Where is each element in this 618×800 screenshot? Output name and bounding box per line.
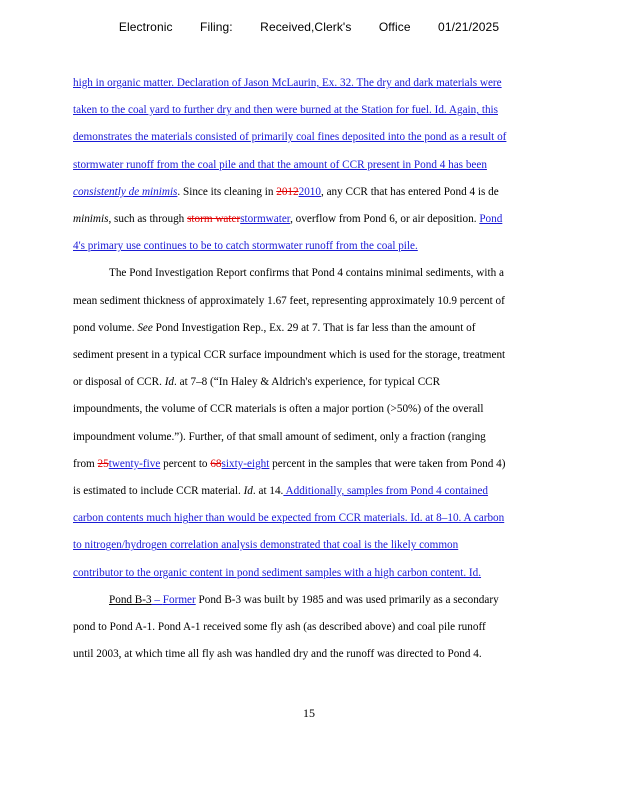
header-date: 01/21/2025 bbox=[438, 20, 500, 34]
inserted-text: twenty-five bbox=[108, 457, 161, 470]
p1-line: high in organic matter. Declaration of Jason McLaurin, Ex. 32. The dry and dark materials were bbox=[73, 77, 502, 89]
paragraph-2 bbox=[73, 260, 543, 586]
inserted-text: consistently de minimis bbox=[73, 185, 178, 198]
p2-line: mean sediment thickness of approximately 1.67 feet, representing approximately 10.9 percent of bbox=[73, 294, 505, 307]
inserted-text: stormwater bbox=[240, 213, 291, 226]
p1-line: taken to the coal yard to further dry and then were burned at the Station for fuel. Id. Again, this bbox=[73, 104, 498, 117]
deleted-text: storm water bbox=[187, 213, 241, 226]
inserted-text: Additionally, samples from Pond 4 contained bbox=[283, 485, 489, 498]
citation-signal: Id bbox=[164, 376, 175, 389]
p2-line: impoundments, the volume of CCR materials is often a major portion (>50%) of the overall bbox=[73, 403, 484, 416]
italic-text: minimis bbox=[73, 213, 109, 226]
inserted-text: 2010 bbox=[298, 185, 321, 198]
inserted-text: sixty-eight bbox=[221, 457, 270, 470]
deleted-text: 68 bbox=[210, 457, 222, 470]
text: pond volume. bbox=[73, 321, 138, 334]
text: or disposal of CCR. bbox=[73, 376, 165, 389]
p1-line: stormwater runoff from the coal pile and that the amount of CCR present in Pond 4 has been bbox=[73, 158, 487, 171]
text: Pond B-3 was built by 1985 and was used primarily as a secondary bbox=[195, 593, 499, 606]
p2-line: sediment present in a typical CCR surface impoundment which is used for the storage, treatment bbox=[73, 349, 506, 362]
text: from bbox=[73, 457, 98, 470]
p2-line: The Pond Investigation Report confirms that Pond 4 contains minimal sediments, with a bbox=[109, 267, 504, 280]
text: is estimated to include CCR material. bbox=[73, 485, 244, 498]
paragraph-1 bbox=[73, 70, 543, 260]
header-received: Received,Clerk's bbox=[260, 20, 352, 34]
text: . Since its cleaning in bbox=[177, 185, 277, 198]
text: percent to bbox=[160, 457, 211, 470]
filing-header bbox=[0, 20, 618, 34]
p3-line-1 bbox=[73, 587, 543, 614]
p2-line-3 bbox=[73, 315, 543, 342]
text: , any CCR that has entered Pond 4 is de bbox=[320, 185, 499, 198]
p1-line: 4's primary use continues to be to catch stormwater runoff from the coal pile. bbox=[73, 240, 418, 253]
p2-line-5 bbox=[73, 369, 543, 396]
p3-line: until 2003, at which time all fly ash was handled dry and the runoff was directed to Pond 4. bbox=[73, 648, 482, 661]
text: percent in the samples that were taken from Pond 4) bbox=[269, 457, 506, 470]
text: . at 7–8 (“In Haley & Aldrich's experience, for typical CCR bbox=[174, 376, 441, 389]
deleted-text: 25 bbox=[97, 457, 109, 470]
p2-line-9 bbox=[73, 478, 543, 505]
p2-line: impoundment volume.”). Further, of that small amount of sediment, only a fraction (ranging bbox=[73, 430, 486, 443]
paragraph-3 bbox=[73, 587, 543, 669]
document-body bbox=[73, 70, 543, 668]
p1-line: demonstrates the materials consisted of primarily coal fines deposited into the pond as a result of bbox=[73, 131, 507, 144]
text: , such as through bbox=[108, 213, 188, 226]
p2-line-8 bbox=[73, 451, 543, 478]
p3-line: pond to Pond A-1. Pond A-1 received some fly ash (as described above) and coal pile runoff bbox=[73, 621, 486, 634]
text: . at 14. bbox=[252, 485, 284, 498]
inserted-text: – bbox=[151, 593, 163, 606]
inserted-text: Former bbox=[162, 593, 196, 606]
header-office: Office bbox=[378, 20, 411, 34]
p1-line-6 bbox=[73, 206, 543, 233]
p2-line: carbon contents much higher than would be expected from CCR materials. Id. at 8–10. A carbon bbox=[73, 512, 505, 525]
header-filing: Filing: bbox=[200, 20, 233, 34]
deleted-text: 2012 bbox=[276, 185, 299, 198]
p2-line: to nitrogen/hydrogen correlation analysis demonstrated that coal is the likely common bbox=[73, 539, 459, 552]
text: , overflow from Pond 6, or air deposition. bbox=[290, 213, 480, 226]
citation-signal: See bbox=[137, 321, 153, 334]
inserted-text: Pond bbox=[479, 213, 503, 226]
p2-line: contributor to the organic content in pond sediment samples with a high carbon content. Id. bbox=[73, 566, 482, 579]
section-title: Pond B-3 bbox=[109, 593, 152, 606]
citation-signal: Id bbox=[243, 485, 253, 498]
text: Pond Investigation Rep., Ex. 29 at 7. That is far less than the amount of bbox=[152, 321, 476, 334]
page-number: 15 bbox=[303, 706, 315, 720]
p1-line-5 bbox=[73, 179, 543, 206]
header-electronic: Electronic bbox=[118, 20, 173, 34]
